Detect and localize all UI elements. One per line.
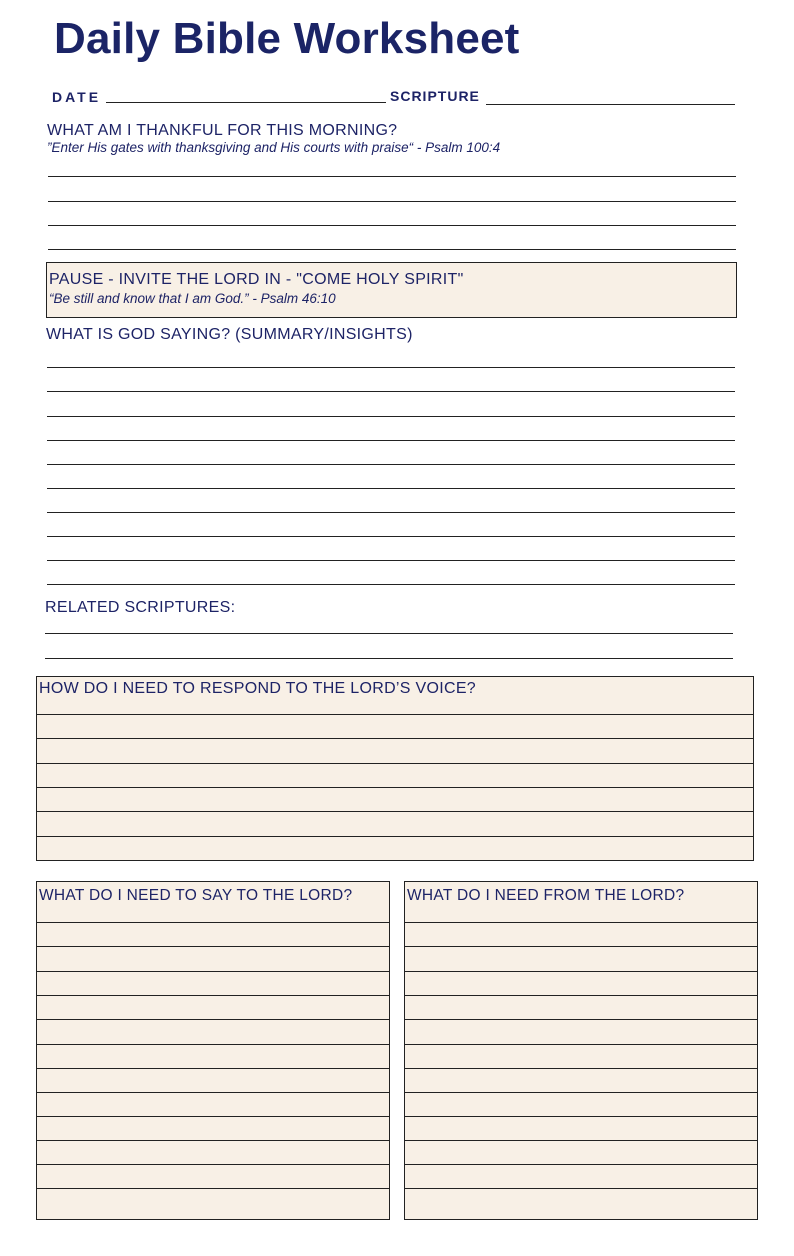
respond-line[interactable] — [37, 811, 753, 812]
scripture-label: SCRIPTURE — [390, 88, 480, 104]
scripture-field[interactable] — [486, 104, 735, 105]
need-from-lord-heading: WHAT DO I NEED FROM THE LORD? — [407, 887, 685, 904]
god-saying-line[interactable] — [47, 416, 735, 417]
respond-line[interactable] — [37, 714, 753, 715]
say-to-lord-line[interactable] — [37, 971, 389, 972]
respond-line[interactable] — [37, 738, 753, 739]
need-from-lord-line[interactable] — [405, 995, 757, 996]
related-line[interactable] — [45, 658, 733, 659]
god-saying-line[interactable] — [47, 584, 735, 585]
respond-line[interactable] — [37, 836, 753, 837]
say-to-lord-heading: WHAT DO I NEED TO SAY TO THE LORD? — [39, 887, 353, 904]
need-from-lord-line[interactable] — [405, 1116, 757, 1117]
pause-quote: “Be still and know that I am God.” - Psalm 46:10 — [49, 291, 336, 306]
pause-box — [46, 262, 737, 318]
god-saying-line[interactable] — [47, 367, 735, 368]
need-from-lord-line[interactable] — [405, 946, 757, 947]
say-to-lord-box — [36, 881, 390, 1220]
say-to-lord-line[interactable] — [37, 995, 389, 996]
say-to-lord-line[interactable] — [37, 1164, 389, 1165]
need-from-lord-line[interactable] — [405, 1044, 757, 1045]
need-from-lord-line[interactable] — [405, 1164, 757, 1165]
god-saying-line[interactable] — [47, 560, 735, 561]
say-to-lord-line[interactable] — [37, 1140, 389, 1141]
god-saying-line[interactable] — [47, 391, 735, 392]
thankful-line[interactable] — [48, 176, 736, 177]
need-from-lord-line[interactable] — [405, 1092, 757, 1093]
say-to-lord-line[interactable] — [37, 1116, 389, 1117]
related-heading: RELATED SCRIPTURES: — [45, 599, 236, 616]
need-from-lord-line[interactable] — [405, 971, 757, 972]
date-field[interactable] — [106, 102, 386, 103]
god-saying-heading: WHAT IS GOD SAYING? (SUMMARY/INSIGHTS) — [46, 326, 413, 343]
page-title: Daily Bible Worksheet — [54, 14, 520, 63]
need-from-lord-line[interactable] — [405, 1019, 757, 1020]
need-from-lord-line[interactable] — [405, 1068, 757, 1069]
say-to-lord-line[interactable] — [37, 1068, 389, 1069]
thankful-quote: ”Enter His gates with thanksgiving and His courts with praise“ - Psalm 100:4 — [47, 140, 501, 155]
god-saying-line[interactable] — [47, 488, 735, 489]
say-to-lord-line[interactable] — [37, 1092, 389, 1093]
say-to-lord-line[interactable] — [37, 1019, 389, 1020]
god-saying-line[interactable] — [47, 464, 735, 465]
thankful-line[interactable] — [48, 201, 736, 202]
related-line[interactable] — [45, 633, 733, 634]
thankful-heading: WHAT AM I THANKFUL FOR THIS MORNING? — [47, 122, 398, 139]
need-from-lord-line[interactable] — [405, 1140, 757, 1141]
respond-box — [36, 676, 754, 861]
respond-heading: HOW DO I NEED TO RESPOND TO THE LORD’S VOICE? — [39, 680, 476, 697]
god-saying-line[interactable] — [47, 536, 735, 537]
thankful-line[interactable] — [48, 225, 736, 226]
say-to-lord-line[interactable] — [37, 946, 389, 947]
need-from-lord-line[interactable] — [405, 922, 757, 923]
need-from-lord-box — [404, 881, 758, 1220]
god-saying-line[interactable] — [47, 440, 735, 441]
thankful-line[interactable] — [48, 249, 736, 250]
pause-heading: PAUSE - INVITE THE LORD IN - "COME HOLY SPIRIT" — [49, 271, 464, 288]
need-from-lord-line[interactable] — [405, 1188, 757, 1189]
say-to-lord-line[interactable] — [37, 1188, 389, 1189]
say-to-lord-line[interactable] — [37, 922, 389, 923]
say-to-lord-line[interactable] — [37, 1044, 389, 1045]
god-saying-line[interactable] — [47, 512, 735, 513]
respond-line[interactable] — [37, 763, 753, 764]
date-label: DATE — [52, 89, 102, 105]
respond-line[interactable] — [37, 787, 753, 788]
